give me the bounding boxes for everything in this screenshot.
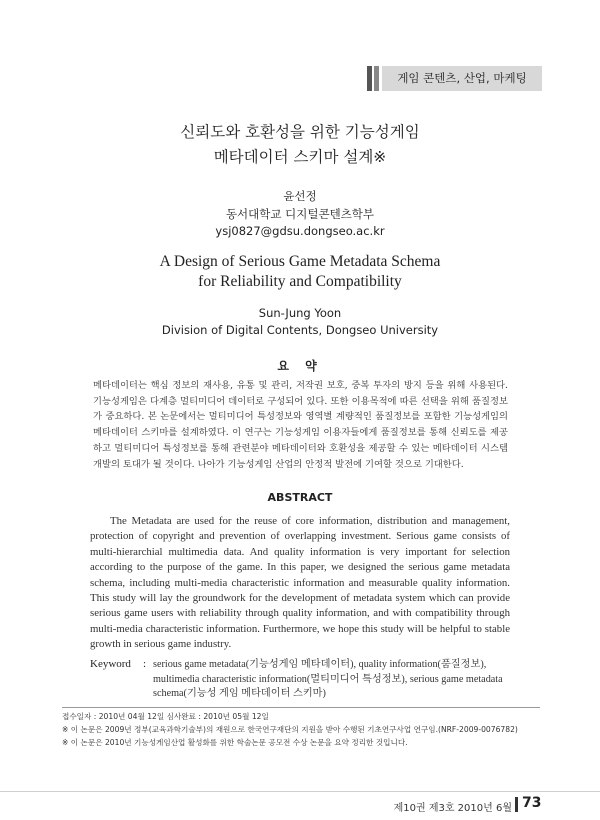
title-ko-line2: 메타데이터 스키마 설계※ <box>213 148 387 166</box>
abstract-ko-text: 메타데이터는 핵심 정보의 재사용, 유통 및 관리, 저작권 보호, 중복 투자의 방지 등을 위해 사용된다. 기능성게임은 다계층 멀티미디어 데이터로 구성되어 있다. 또한 이용목적에 따른 선택을 위해 품질정보가 중요하다. 본 논문에서는 멀티미디어 특성정보와 영역별 계량적인 품질정보를 포함한 기능성게임의 메타데이터 스키마를 설계하였다. 이 연구는 기능성게임 이용자들에게 품질정보를 통해 신뢰도를 제공하고 멀티미디어 특성정보를 통해 관련분야 메타데이터와 호환성을 제공할 수 있는 메타데이터 시스템 개발의 토대가 될 것이다. 나아가 기능성게임 산업의 안정적 발전에 기여할 것으로 기대한다. <box>93 380 508 470</box>
footnote-funding: ※ 이 논문은 2009년 정부(교육과학기술부)의 재원으로 한국연구재단의 지원을 받아 수행된 기초연구사업 연구임.(NRF-2009-0076782) <box>62 725 518 734</box>
page-number: 73 <box>522 795 542 811</box>
keyword-text: serious game metadata(기능성게임 메타데이터), quality information(품질정보), multimedia characteristic information(멀티미디어 특성정보), serious game metadata schema(기능성 게임 메타데이터 스키마) <box>153 659 503 699</box>
footer-separator <box>515 797 518 812</box>
footer-issue: 제10권 제3호 2010년 6월 <box>393 803 512 814</box>
author-name-en: Sun-Jung Yoon <box>258 306 342 320</box>
author-affiliation-ko: 동서대학교 디지털콘텐츠학부 <box>225 207 375 221</box>
abstract-en-heading: ABSTRACT <box>267 491 333 504</box>
title-ko-line1: 신뢰도와 호환성을 위한 기능성게임 <box>180 123 420 141</box>
author-affiliation-en: Division of Digital Contents, Dongseo University <box>161 323 439 337</box>
footer-divider <box>0 791 600 792</box>
footnote-dates: 접수일자 : 2010년 04월 12일 심사완료 : 2010년 05월 12일 <box>62 712 269 721</box>
footnote-award: ※ 이 논문은 2010년 기능성게임산업 활성화를 위한 학술논문 공모전 수상 논문을 요약 정리한 것입니다. <box>62 738 408 747</box>
tab-stripe-dark <box>367 66 372 91</box>
author-name-ko: 윤선정 <box>283 189 317 203</box>
keyword-label: Keyword <box>90 658 131 670</box>
section-tab <box>367 66 542 91</box>
title-en-line1: A Design of Serious Game Metadata Schema <box>159 253 441 270</box>
abstract-ko-heading: 요 약 <box>277 359 323 373</box>
abstract-en-text: The Metadata are used for the reuse of core information, distribution and management, protection of copyright and prevention of overlapping investment. Serious game consists of multi-hierarchial multimedia data. And quality information is very important for selection according to the purpose of the game. In this paper, we designed the serious game metadata schema, including multi-media characteristic information and measurable quality information. This study will lay the groundwork for the development of metadata system which can provide serious game users with reliability through quality information, and with compatibility through multi-media characteristic information. Furthermore, we hope this study will be helpful to stable growth in serious game industry. <box>90 515 510 651</box>
tab-stripe-light <box>374 66 379 91</box>
title-en-line2: for Reliability and Compatibility <box>198 273 402 290</box>
footnote-divider <box>62 707 540 708</box>
keyword-colon: : <box>143 658 147 670</box>
section-tab-label: 게임 콘텐츠, 산업, 마케팅 <box>382 66 542 91</box>
author-email: ysj0827@gdsu.dongseo.ac.kr <box>215 224 385 238</box>
